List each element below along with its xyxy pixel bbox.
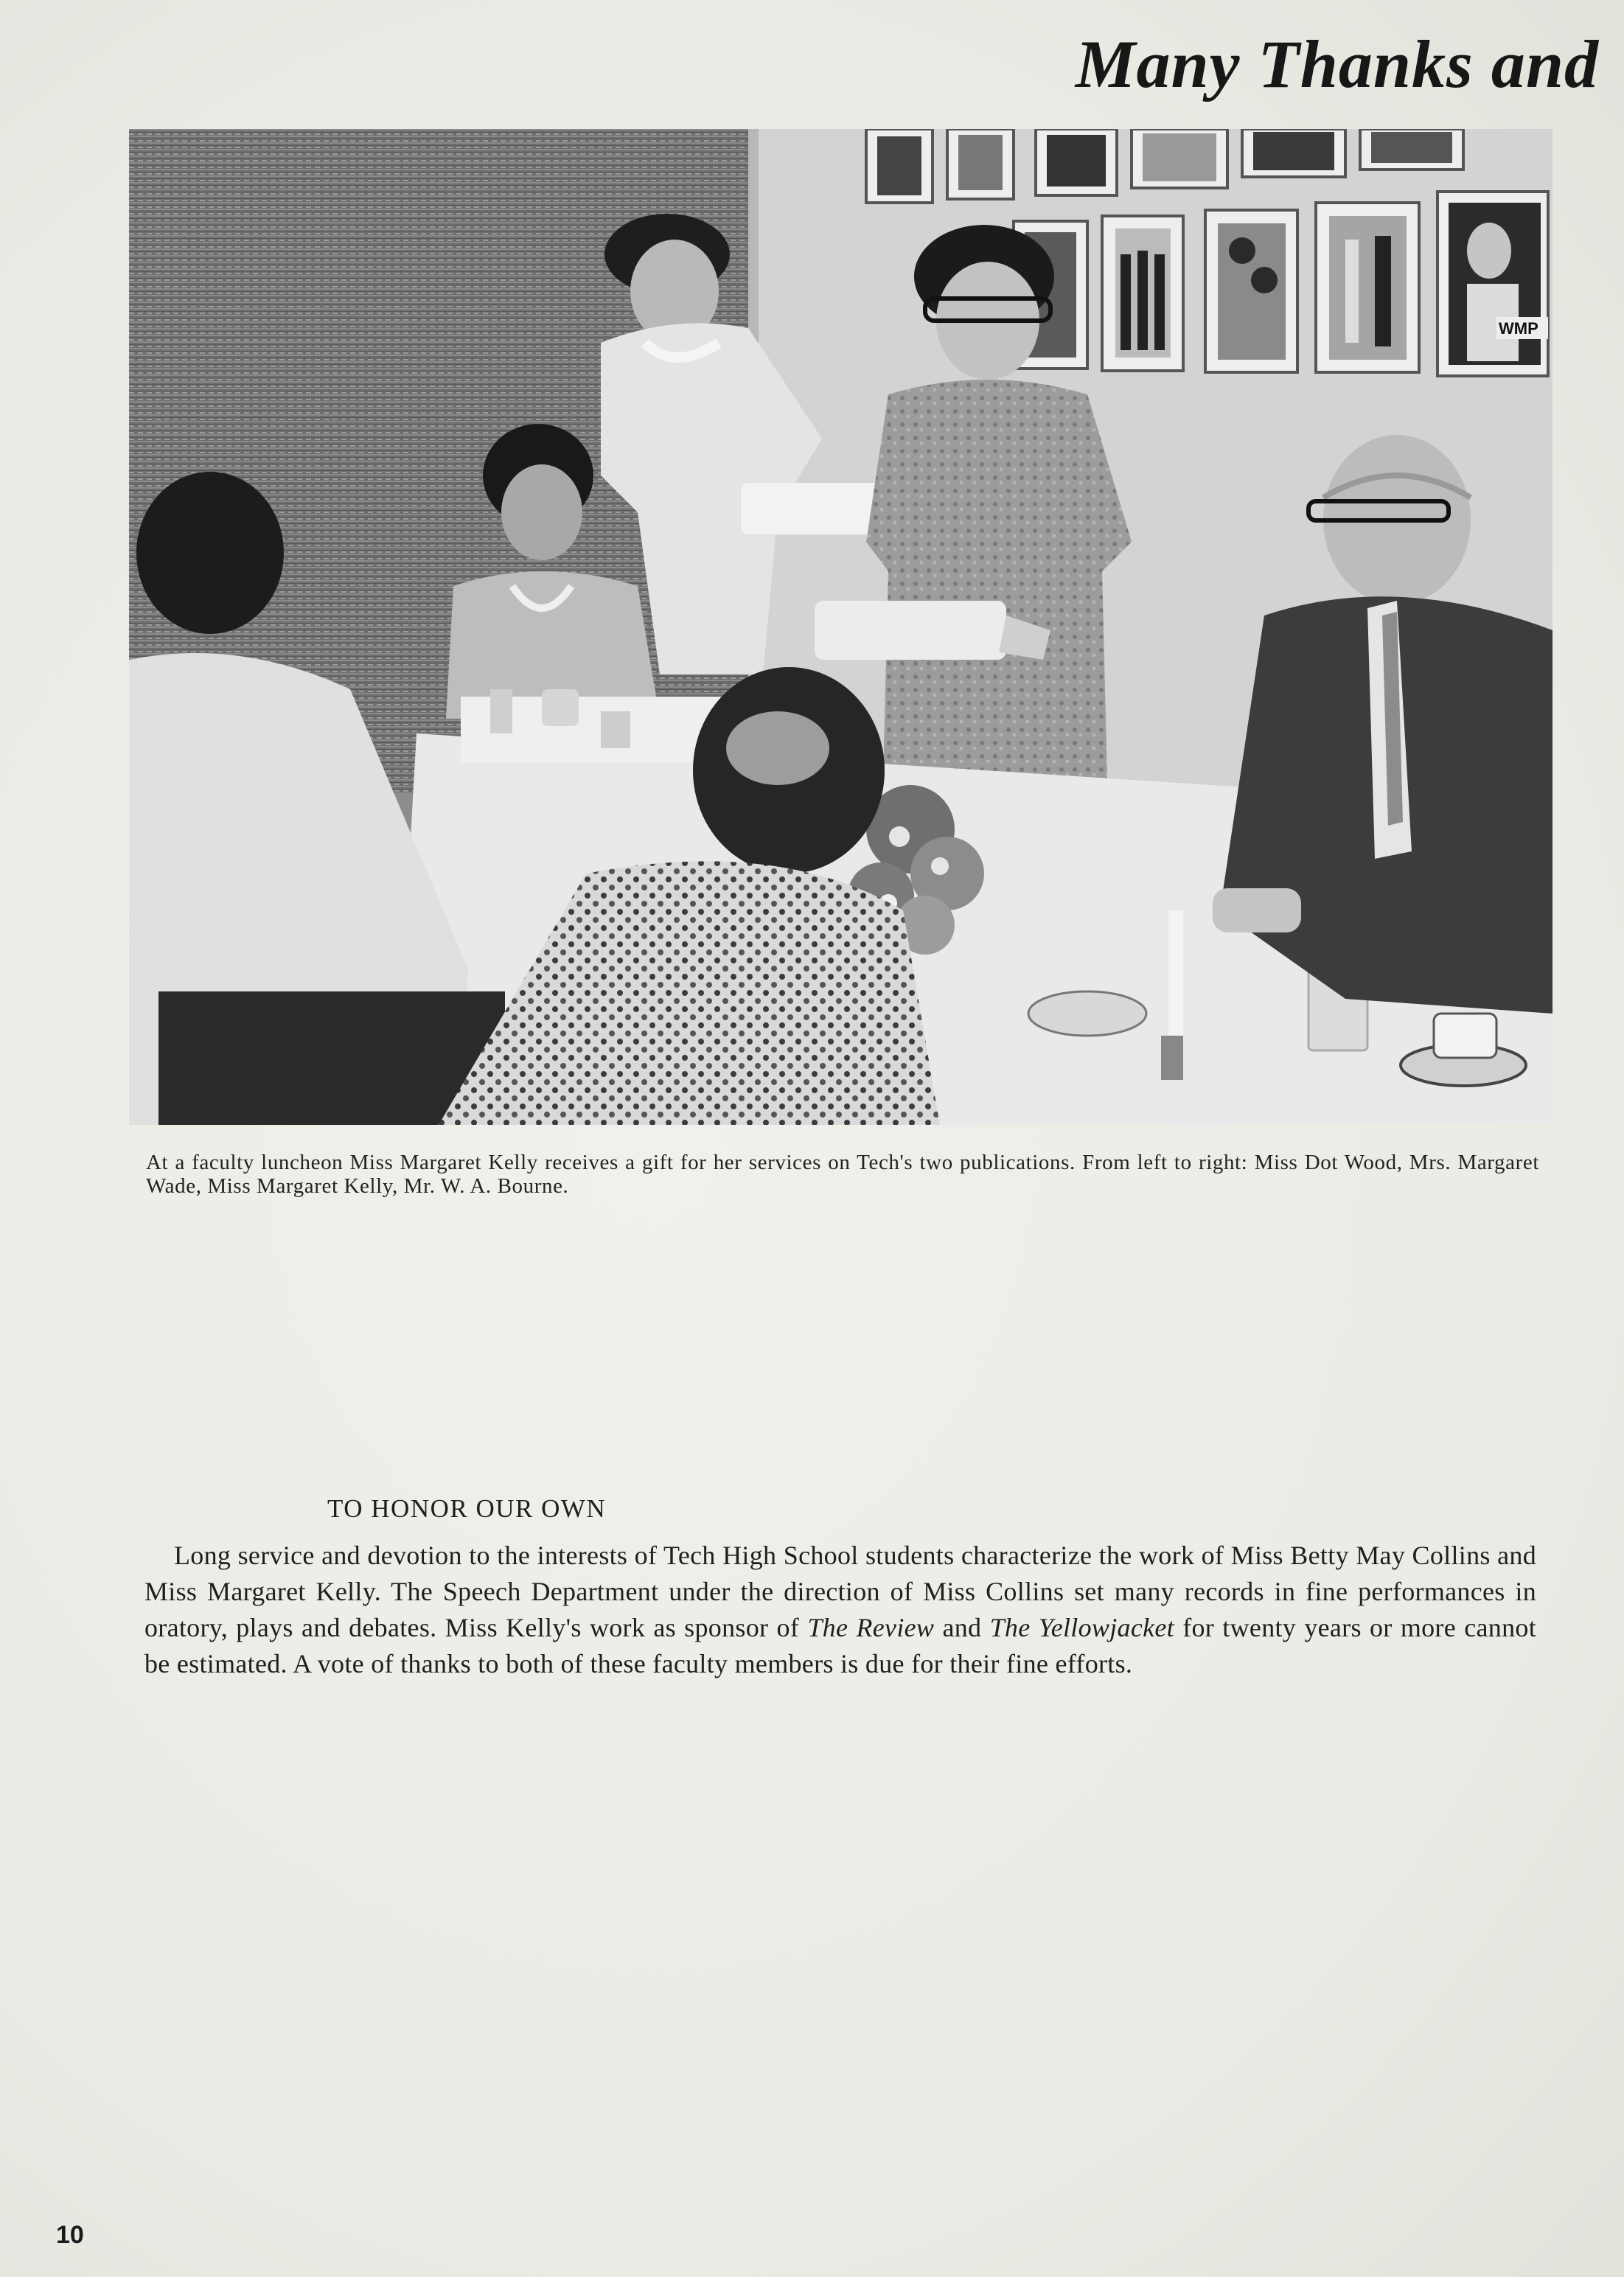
article-text-3: for twenty years or more cannot be estimated. A vote of thanks to both of these faculty members is due for their fine efforts. — [144, 1613, 1536, 1678]
sign-text: WMP — [1499, 319, 1538, 338]
page-number: 10 — [56, 2221, 84, 2249]
article-text-2: and — [934, 1613, 990, 1642]
publication-review: The Review — [807, 1613, 935, 1642]
publication-yellowjacket: The Yellowjacket — [989, 1613, 1174, 1642]
article-title: TO HONOR OUR OWN — [327, 1494, 607, 1523]
article-body — [144, 1538, 1536, 1682]
photo-caption: At a faculty luncheon Miss Margaret Kelly receives a gift for her services on Tech's two publications. From left to right: Miss Dot Wood, Mrs. Margaret Wade, Miss Margaret Kelly, Mr. W. A. Bourne. — [146, 1151, 1539, 1198]
page-headline: Many Thanks and — [1075, 27, 1599, 102]
luncheon-photo — [129, 129, 1552, 1125]
article-text-1: Long service and devotion to the interests of Tech High School students characterize the work of Miss Betty May Collins and Miss Margaret Kelly. The Speech Department under the direction of Miss Collins set many records in fine performances in oratory, plays and debates. Miss Kelly's work as sponsor of — [144, 1541, 1536, 1642]
